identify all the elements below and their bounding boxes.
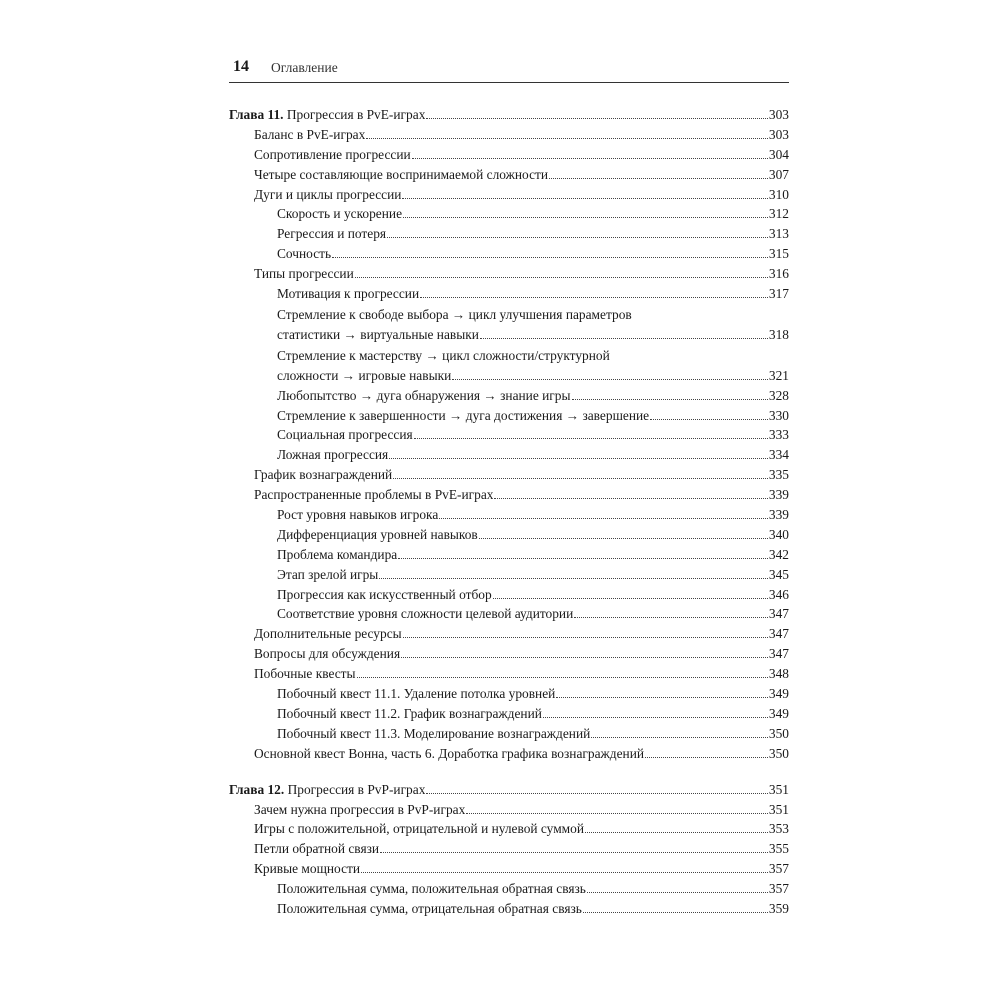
toc-entry[interactable] xyxy=(254,819,789,839)
toc-entry-text: Дополнительные ресурсы xyxy=(254,626,402,642)
toc-entry[interactable] xyxy=(277,304,789,325)
toc-entry-page: 342 xyxy=(768,546,789,562)
toc-entry-page: 340 xyxy=(768,526,789,542)
toc-entry[interactable] xyxy=(254,800,789,820)
toc-entry[interactable] xyxy=(277,879,789,899)
toc-entry-title xyxy=(254,744,644,764)
table-of-contents xyxy=(229,105,789,919)
toc-entry-text: Регрессия и потеря xyxy=(277,226,387,242)
toc-entry-page: 348 xyxy=(768,666,789,682)
toc-entry-title xyxy=(254,185,401,205)
toc-entry-text: Этап зрелой игры xyxy=(277,566,379,582)
dot-leader xyxy=(426,792,768,794)
toc-entry-text: Петли обратной связи xyxy=(254,841,380,857)
toc-entry[interactable] xyxy=(277,899,789,919)
toc-entry-text: Типы прогрессии xyxy=(254,266,354,282)
toc-entry-page: 312 xyxy=(768,206,789,222)
toc-entry-title xyxy=(277,204,402,224)
toc-entry-page: 357 xyxy=(768,881,789,897)
dot-leader xyxy=(366,137,768,139)
toc-entry[interactable] xyxy=(277,684,789,704)
dot-leader xyxy=(645,756,768,758)
toc-entry-title xyxy=(254,165,548,185)
dot-leader xyxy=(494,497,767,499)
toc-entry-title xyxy=(277,304,632,325)
dot-leader xyxy=(380,851,768,853)
toc-entry-title xyxy=(277,684,555,704)
toc-entry-page: 351 xyxy=(768,801,789,817)
page-number: 14 xyxy=(233,58,249,75)
toc-entry-page: 359 xyxy=(768,900,789,916)
dot-leader xyxy=(611,359,788,360)
toc-entry-title xyxy=(277,879,586,899)
toc-entry-text: Основной квест Вонна, часть 6. Доработка графика вознаграждений xyxy=(254,745,645,761)
toc-entry-text: Побочный квест 11.3. Моделирование вознаграждений xyxy=(277,725,591,741)
toc-entry-text: Баланс в PvE-играх xyxy=(254,126,366,142)
toc-entry-title xyxy=(277,604,573,624)
toc-entry-text: График вознаграждений xyxy=(254,467,393,483)
toc-entry-text: Стремление к завершенности → дуга достижения → завершение xyxy=(277,407,650,423)
toc-entry-title xyxy=(277,545,397,565)
toc-entry-page: 339 xyxy=(768,487,789,503)
toc-entry[interactable] xyxy=(254,744,789,764)
toc-entry-page: 315 xyxy=(768,246,789,262)
toc-entry-text: Любопытство → дуга обнаружения → знание игры xyxy=(277,387,571,403)
toc-entry-title xyxy=(254,485,493,505)
dot-leader xyxy=(332,256,768,258)
dot-leader xyxy=(452,378,768,380)
toc-entry-page: 335 xyxy=(768,467,789,483)
toc-entry-text: Побочный квест 11.1. Удаление потолка уровней xyxy=(277,686,556,702)
dot-leader xyxy=(426,117,768,119)
toc-entry-title xyxy=(277,386,571,406)
dot-leader xyxy=(585,831,768,833)
toc-entry-title xyxy=(277,224,386,244)
dot-leader xyxy=(543,716,768,718)
toc-entry-title xyxy=(254,819,584,839)
toc-entry-page: 357 xyxy=(768,861,789,877)
toc-entry-title xyxy=(229,105,425,125)
toc-entry[interactable] xyxy=(277,565,789,585)
toc-entry[interactable] xyxy=(277,525,789,545)
toc-entry-page: 317 xyxy=(768,286,789,302)
toc-entry-page: 313 xyxy=(768,226,789,242)
dot-leader xyxy=(401,656,768,658)
toc-entry[interactable] xyxy=(254,165,789,185)
toc-entry-page: 349 xyxy=(768,686,789,702)
toc-entry-text: Ложная прогрессия xyxy=(277,447,389,463)
toc-entry-page: 316 xyxy=(768,266,789,282)
toc-entry-page: 355 xyxy=(768,841,789,857)
toc-entry[interactable] xyxy=(254,644,789,664)
toc-entry[interactable] xyxy=(277,406,789,426)
toc-entry[interactable] xyxy=(277,425,789,445)
toc-entry-page: 349 xyxy=(768,705,789,721)
toc-entry-page: 304 xyxy=(768,146,789,162)
toc-entry-title xyxy=(277,724,590,744)
toc-entry-title xyxy=(277,505,438,525)
toc-entry-text: Положительная сумма, отрицательная обратная связь xyxy=(277,900,582,916)
running-title: Оглавление xyxy=(271,60,338,75)
toc-entry-title xyxy=(277,445,388,465)
toc-entry[interactable] xyxy=(277,704,789,724)
dot-leader xyxy=(633,318,788,319)
toc-entry-title xyxy=(277,425,413,445)
toc-entry-text: Прогрессия в PvE-играх xyxy=(286,107,426,122)
toc-entry-page: 350 xyxy=(768,725,789,741)
toc-entry-title xyxy=(277,345,610,366)
toc-entry[interactable] xyxy=(254,624,789,644)
page-header xyxy=(229,58,789,83)
toc-entry-page: 330 xyxy=(768,407,789,423)
dot-leader xyxy=(493,597,768,599)
dot-leader xyxy=(587,891,768,893)
dot-leader xyxy=(357,676,768,678)
toc-entry-page: 321 xyxy=(768,367,789,383)
dot-leader xyxy=(403,636,768,638)
dot-leader xyxy=(398,557,768,559)
dot-leader xyxy=(479,537,768,539)
toc-entry-text: Стремление к мастерству → цикл сложности/структурной xyxy=(277,347,610,363)
toc-entry-page: 347 xyxy=(768,646,789,662)
toc-entry[interactable] xyxy=(277,724,789,744)
toc-entry[interactable] xyxy=(254,664,789,684)
toc-entry[interactable] xyxy=(254,264,789,284)
toc-entry-page: 310 xyxy=(768,186,789,202)
toc-entry[interactable] xyxy=(254,859,789,879)
dot-leader xyxy=(403,216,768,218)
toc-entry-text: Игры с положительной, отрицательной и нулевой суммой xyxy=(254,821,585,837)
dot-leader xyxy=(650,418,768,420)
toc-entry-text: Мотивация к прогрессии xyxy=(277,286,420,302)
toc-entry-page: 347 xyxy=(768,626,789,642)
toc-entry-title xyxy=(277,525,478,545)
toc-entry-page: 333 xyxy=(768,427,789,443)
toc-entry-page: 303 xyxy=(768,107,789,122)
toc-entry-title xyxy=(277,244,331,264)
toc-entry-title xyxy=(254,624,402,644)
dot-leader xyxy=(379,577,768,579)
toc-entry-title xyxy=(254,644,400,664)
toc-entry-text: Четыре составляющие воспринимаемой сложности xyxy=(254,166,549,182)
toc-entry-title xyxy=(254,800,465,820)
toc-entry-title xyxy=(277,704,542,724)
toc-entry[interactable] xyxy=(277,545,789,565)
toc-entry-text: Социальная прогрессия xyxy=(277,427,413,443)
dot-leader xyxy=(572,398,768,400)
toc-entry[interactable] xyxy=(254,485,789,505)
toc-entry-text: Дуги и циклы прогрессии xyxy=(254,186,402,202)
toc-entry-title xyxy=(254,125,365,145)
toc-entry[interactable] xyxy=(254,125,789,145)
toc-entry-page: 345 xyxy=(768,566,789,582)
toc-entry[interactable] xyxy=(277,224,789,244)
toc-entry-title xyxy=(254,664,356,684)
toc-entry-text: Вопросы для обсуждения xyxy=(254,646,401,662)
dot-leader xyxy=(591,736,768,738)
toc-entry-title xyxy=(277,406,649,426)
toc-entry-text: Сочность xyxy=(277,246,332,262)
toc-entry-text: Соответствие уровня сложности целевой аудитории xyxy=(277,606,574,622)
toc-entry[interactable] xyxy=(277,585,789,605)
toc-entry-title xyxy=(254,839,379,859)
toc-entry-text: Кривые мощности xyxy=(254,861,361,877)
toc-entry-title xyxy=(254,859,360,879)
toc-entry-text: Скорость и ускорение xyxy=(277,206,403,222)
toc-entry-page: 334 xyxy=(768,447,789,463)
toc-entry[interactable] xyxy=(277,366,789,386)
toc-entry-page: 303 xyxy=(768,126,789,142)
toc-entry-page: 328 xyxy=(768,387,789,403)
toc-entry[interactable] xyxy=(277,505,789,525)
toc-entry[interactable] xyxy=(277,445,789,465)
toc-entry-title xyxy=(254,465,392,485)
dot-leader xyxy=(420,296,768,298)
toc-entry-text: Побочные квесты xyxy=(254,666,356,682)
dot-leader xyxy=(439,517,768,519)
toc-entry-text: Зачем нужна прогрессия в PvP-играх xyxy=(254,801,466,817)
toc-entry-text: Прогрессия в PvP-играх xyxy=(287,781,426,797)
toc-entry[interactable] xyxy=(254,185,789,205)
toc-entry-page: 339 xyxy=(768,507,789,523)
toc-entry-text: Сопротивление прогрессии xyxy=(254,146,411,162)
toc-entry-page: 347 xyxy=(768,606,789,622)
toc-entry-text: Проблема командира xyxy=(277,546,398,562)
toc-entry-text: Прогрессия как искусственный отбор xyxy=(277,586,492,602)
dot-leader xyxy=(549,177,768,179)
dot-leader xyxy=(355,276,768,278)
toc-chapter-entry[interactable] xyxy=(229,780,789,800)
dot-leader xyxy=(387,236,768,238)
toc-entry-text: Рост уровня навыков игрока xyxy=(277,507,439,523)
toc-entry-text: Стремление к свободе выбора → цикл улучшения параметров xyxy=(277,306,632,322)
toc-entry[interactable] xyxy=(277,204,789,224)
dot-leader xyxy=(556,696,768,698)
chapter-gap xyxy=(229,764,789,780)
dot-leader xyxy=(402,197,767,199)
toc-entry-title xyxy=(277,899,582,919)
dot-leader xyxy=(393,477,768,479)
toc-entry-title xyxy=(277,284,419,304)
toc-entry-page: 318 xyxy=(768,326,789,342)
dot-leader xyxy=(480,337,768,339)
toc-entry-title xyxy=(277,325,479,345)
toc-entry-text: Распространенные проблемы в PvE-играх xyxy=(254,487,494,503)
toc-entry-text: сложности → игровые навыки xyxy=(277,367,452,383)
dot-leader xyxy=(583,911,768,913)
toc-entry-page: 353 xyxy=(768,821,789,837)
toc-entry-text: Побочный квест 11.2. График вознаграждений xyxy=(277,705,542,721)
dot-leader xyxy=(414,437,768,439)
dot-leader xyxy=(361,871,768,873)
toc-entry-title xyxy=(277,585,492,605)
toc-entry-title xyxy=(254,264,354,284)
toc-entry-page: 351 xyxy=(768,781,789,797)
toc-entry-page: 350 xyxy=(768,745,789,761)
toc-entry-title xyxy=(229,780,425,800)
toc-entry[interactable] xyxy=(277,325,789,345)
toc-entry[interactable] xyxy=(254,839,789,859)
chapter-label: Глава 12. xyxy=(229,781,285,797)
toc-entry-title xyxy=(277,366,451,386)
toc-entry-page: 346 xyxy=(768,586,789,602)
toc-entry[interactable] xyxy=(254,465,789,485)
dot-leader xyxy=(389,457,768,459)
toc-entry-title xyxy=(277,565,378,585)
toc-entry[interactable] xyxy=(254,145,789,165)
toc-entry-title xyxy=(254,145,411,165)
dot-leader xyxy=(412,157,768,159)
dot-leader xyxy=(466,812,768,814)
dot-leader xyxy=(574,616,768,618)
toc-entry-text: статистики → виртуальные навыки xyxy=(277,326,479,342)
toc-entry-page: 307 xyxy=(768,166,789,182)
toc-entry[interactable] xyxy=(277,386,789,406)
toc-entry[interactable] xyxy=(277,284,789,304)
toc-chapter-entry[interactable] xyxy=(229,105,789,125)
toc-entry-text: Положительная сумма, положительная обратная связь xyxy=(277,881,586,897)
toc-entry[interactable] xyxy=(277,345,789,366)
toc-entry-text: Дифференциация уровней навыков xyxy=(277,526,478,542)
toc-entry[interactable] xyxy=(277,604,789,624)
toc-entry[interactable] xyxy=(277,244,789,264)
chapter-label: Глава 11. xyxy=(229,107,284,122)
